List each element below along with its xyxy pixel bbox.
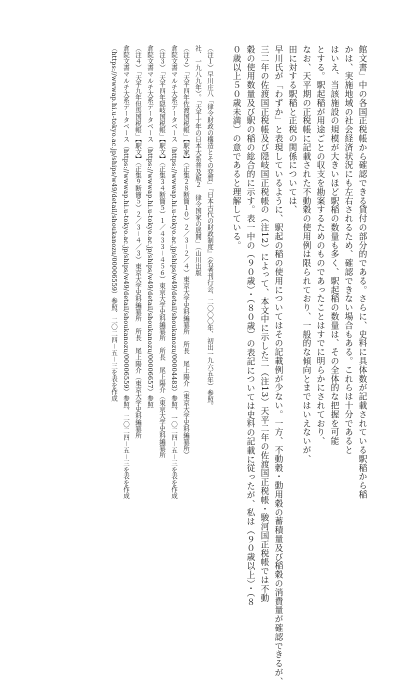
body-text-column: かは、実施地域の社会経済状況にも左右されるため、確認できない場合もある。これらは十分であると [343,45,353,455]
body-text-column: 早川氏が「わずか」と表現しているように、駅起の稲の使用についてはその記載例が少ない。一方、不動穀・動用穀の蓄積量及び稲穀の消費量が確認できるが、 [273,45,283,686]
body-text-column: なお、天平期の正税帳に記載された不動穀の使用例は限られており、一般的な傾向とまではいえないが、 [301,45,311,464]
body-text-column: ０歳以上５０歳未満）の意であると理解している。 [231,45,241,250]
body-text-column: 三二年の佐渡国正税帳及び隠岐国正税帳の（注12）によって、本文中に示した二（注13）天平二年の佐渡国正税帳・駿河国正税帳では不動 [259,45,269,603]
footnote-column: 倉院文書マルチ大系データベース（https://wwwap.hi.u-tokyo.ac.jp/ships/w49/detail/shoukanozu/00006657）参照 [146,45,153,409]
body-text-column: 穀の使用数量及び駅の稲の総合的に示す。表一中の（９０歳）・（８０歳）の表記については史料の記載に従ったが、私は（９０歳以上）・（８ [245,45,255,607]
footnote-column: （注４）「天平九年但馬国税帳」【駅文】（正集９断簡５）２／３－４／３）東京大学史料編纂所 所長 尾上陽介（東京大学史料編纂所 [134,45,141,439]
footnote-column: 倉院文書マルチ大系データベース（https://wwwap.hi.u-tokyo.ac.jp/ships/w49/detail/shoukanozu/00004483）参照、一〇二四－五－三を表を作成 [170,45,177,500]
footnote-column: （注２）「天平四年佐渡国税帳」【駅家】（正集２８断簡１０）２／３－２／４）東京大学史料編纂所 所長 尾上陽介（東京大学史料編纂所） [182,45,189,459]
body-text-column: とする。駅起稲が用途ごとの収支を勘案するためのものであったことはすでに明らかにされており、 [315,45,325,446]
body-text-column: 館文書」中の各国正税帳から確認できる貸付の部分的である。さらに、史料に具体数が記載されている駅稲から稲 [357,45,367,499]
footnote-column: （注１）早川庄八「律令財政の構造とその変質」『日本古代の財政制度』（名著刊行会、二〇〇〇年、初出一九六五年）参照。 [206,45,213,410]
footnote-column: 社、一九八九年）。「天平十年の日本大系普及版２ 律令国家の展開」（山川出版 [194,45,201,277]
body-text-column: はいえ、当該施設の規模が大きいほど駅稲の数量も多く、駅起稲の数量は、その全体的な把握を可能 [329,45,339,446]
footnote-column: （注３）「天平四年隠岐国税帳」【駅文】（正集３４断簡５）１／４３３－４５６）東京大学史料編纂所 所長 尾上陽介（東京大学史料編纂所 [158,45,165,459]
footnote-column: （https://wwwap.hi.u-tokyo.ac.jp/ships/w49/detail/shoukanozu/00006559）参照、二〇二四－五－三を表を作成 [110,45,117,402]
body-text-column: 田に対する駅稲と正税の関係については、 [287,45,297,215]
footnote-column: 倉院文書マルチ大系データベース（https://wwwap.hi.u-tokyo.ac.jp/ships/w49/detail/shoukanozu/00006559）参照、二〇二四－五－三を表を作成 [122,45,129,500]
